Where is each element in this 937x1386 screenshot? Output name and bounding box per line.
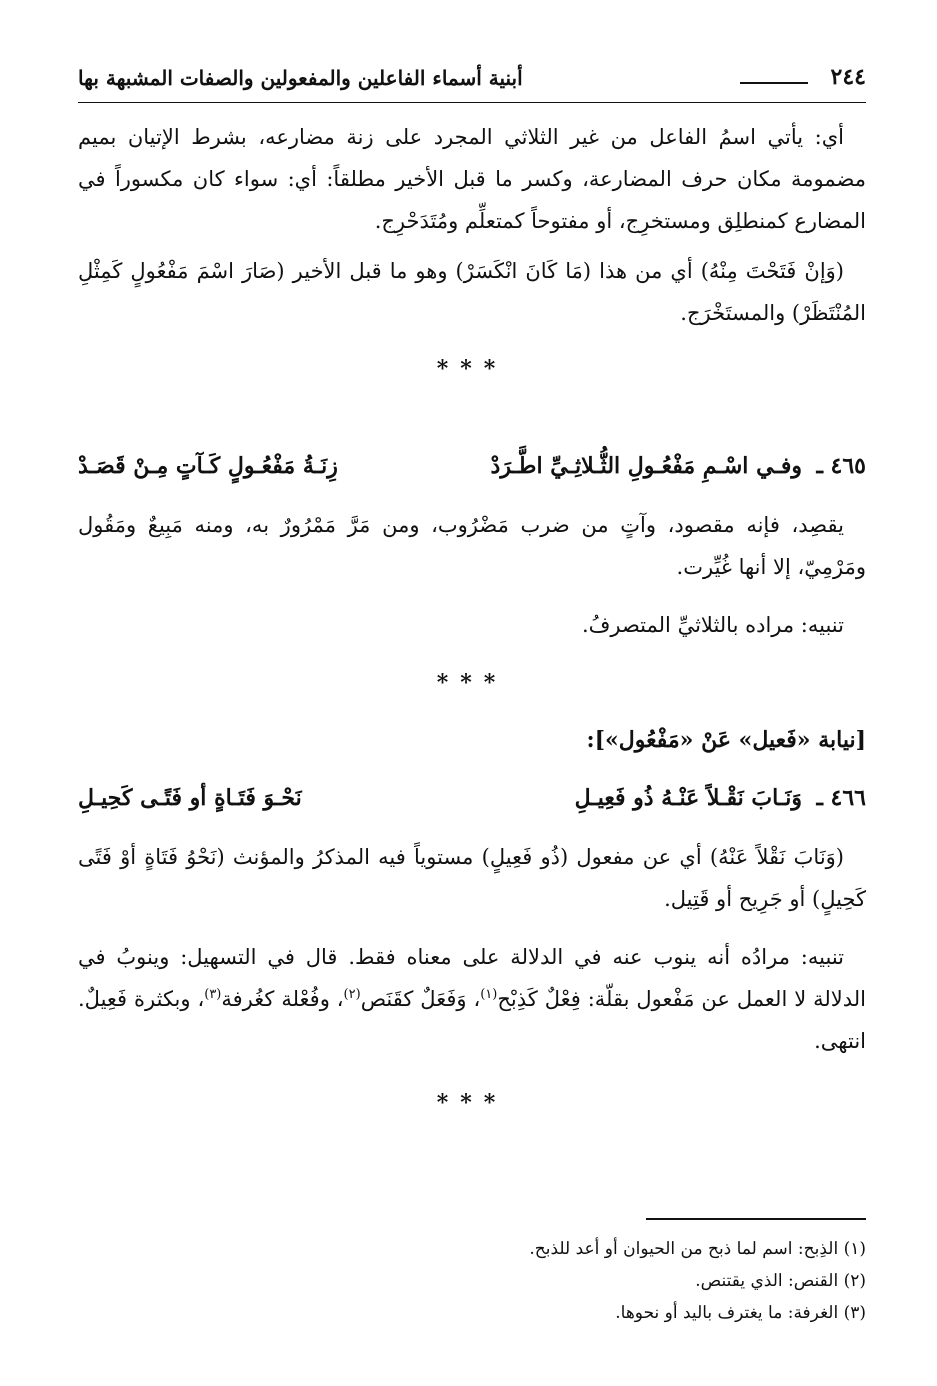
header-dash: [740, 82, 808, 84]
footnote-3: (٣) الغرفة: ما يغترف باليد أو نحوها.: [615, 1303, 866, 1323]
page-number: ٢٤٤: [830, 64, 866, 90]
note-text: ، وفُعْلة كغُرفة: [221, 987, 344, 1011]
paragraph-verse-465-commentary: يقصِد، فإنه مقصود، وآتٍ من ضرب مَضْرُوب، ومن مَرَّ مَمْرُورٌ به، ومنه مَبِيعٌ ومَقُول ومَرْمِيّ، إلا أنها غُيِّرت.: [78, 513, 866, 579]
paragraph-verse-466-commentary: (وَنَابَ نَقْلاً عَنْهُ) أي عن مفعول (ذُو فَعِيلٍ) مستوياً فيه المذكرُ والمؤنث (نَحْوُ فَتَاةٍ أوْ فَتًى كَحِيلٍ) أو جَرِيح أو قَتِيل.: [78, 845, 866, 911]
paragraph-note-1: تنبيه: مراده بالثلاثيِّ المتصرفُ.: [581, 613, 844, 637]
verse-second-hemistich: نَحْـوَ فَتَـاةٍ أو فَتًـى كَحِيـلِ: [78, 785, 302, 811]
note-text: ، وبكثرة فَعِيلٌ. انتهى.: [78, 987, 866, 1053]
footnote-ref-3: (٣): [204, 987, 222, 1002]
note-text: ، وَفَعَلٌ كقَنَص: [360, 987, 481, 1011]
verse-first-hemistich: وَنَـابَ نَقْـلاً عَنْـهُ ذُو فَعِيـلِ: [574, 785, 802, 811]
verse-first-hemistich: وفـي اسْـمِ مَفْعُـولِ الثُّـلاثِـيِّ اطَّـرَدْ: [490, 453, 802, 479]
footnote-2: (٢) القنص: الذي يقتنص.: [695, 1271, 866, 1291]
section-heading: [نيابة «فَعيل» عَنْ «مَفْعُول»]:: [586, 727, 866, 753]
section-separator: ***: [436, 356, 508, 382]
footnote-rule: [646, 1218, 866, 1220]
footnote-ref-1: (١): [480, 987, 498, 1002]
chapter-title: أبنية أسماء الفاعلين والمفعولين والصفات المشبهة بها: [78, 66, 523, 90]
section-separator: ***: [436, 670, 508, 696]
verse-second-hemistich: زِنَـةُ مَفْعُـولٍ كَـآتٍ مِـنْ قَصَـدْ: [78, 453, 338, 479]
verse-465: [78, 444, 866, 488]
note-text: تنبيه: مرادُه أنه ينوب عنه في الدلالة على معناه فقط. قال في التسهيل: وينوبُ في الدلالة لا العمل عن مَفْعول بقلّة: فِعْلٌ كَذِبْح: [78, 945, 866, 1011]
page: [78, 54, 866, 1374]
verse-number: ٤٦٦ ـ: [816, 785, 866, 811]
paragraph-note-2: [78, 936, 866, 1062]
paragraph-passive-participle: (وَإنْ فَتَحْتَ مِنْهُ) أي من هذا (مَا كَانَ انْكَسَرْ) وهو ما قبل الأخير (صَارَ اسْمَ مَفْعُولٍ كَمِثْلِ المُنْتَظَرْ) والمستَخْرَج.: [78, 259, 866, 325]
paragraph-active-participle: أي: يأتي اسمُ الفاعل من غير الثلاثي المجرد على زنة مضارعه، بشرط الإتيان بميم مضمومة مكان حرف المضارعة، وكسر ما قبل الأخير مطلقاً: أي: سواء كان مكسوراً في المضارع كمنطلِق ومستخرِج، أو مفتوحاً كمتعلِّم ومُتَدَحْرِج.: [78, 125, 866, 233]
verse-number: ٤٦٥ ـ: [816, 453, 866, 479]
footnote-ref-2: (٢): [343, 987, 361, 1002]
section-separator: ***: [436, 1090, 508, 1116]
running-header: [78, 62, 866, 103]
footnote-1: (١) الذِبح: اسم لما ذبح من الحيوان أو أعد للذبح.: [529, 1239, 866, 1259]
verse-466: [78, 776, 866, 820]
